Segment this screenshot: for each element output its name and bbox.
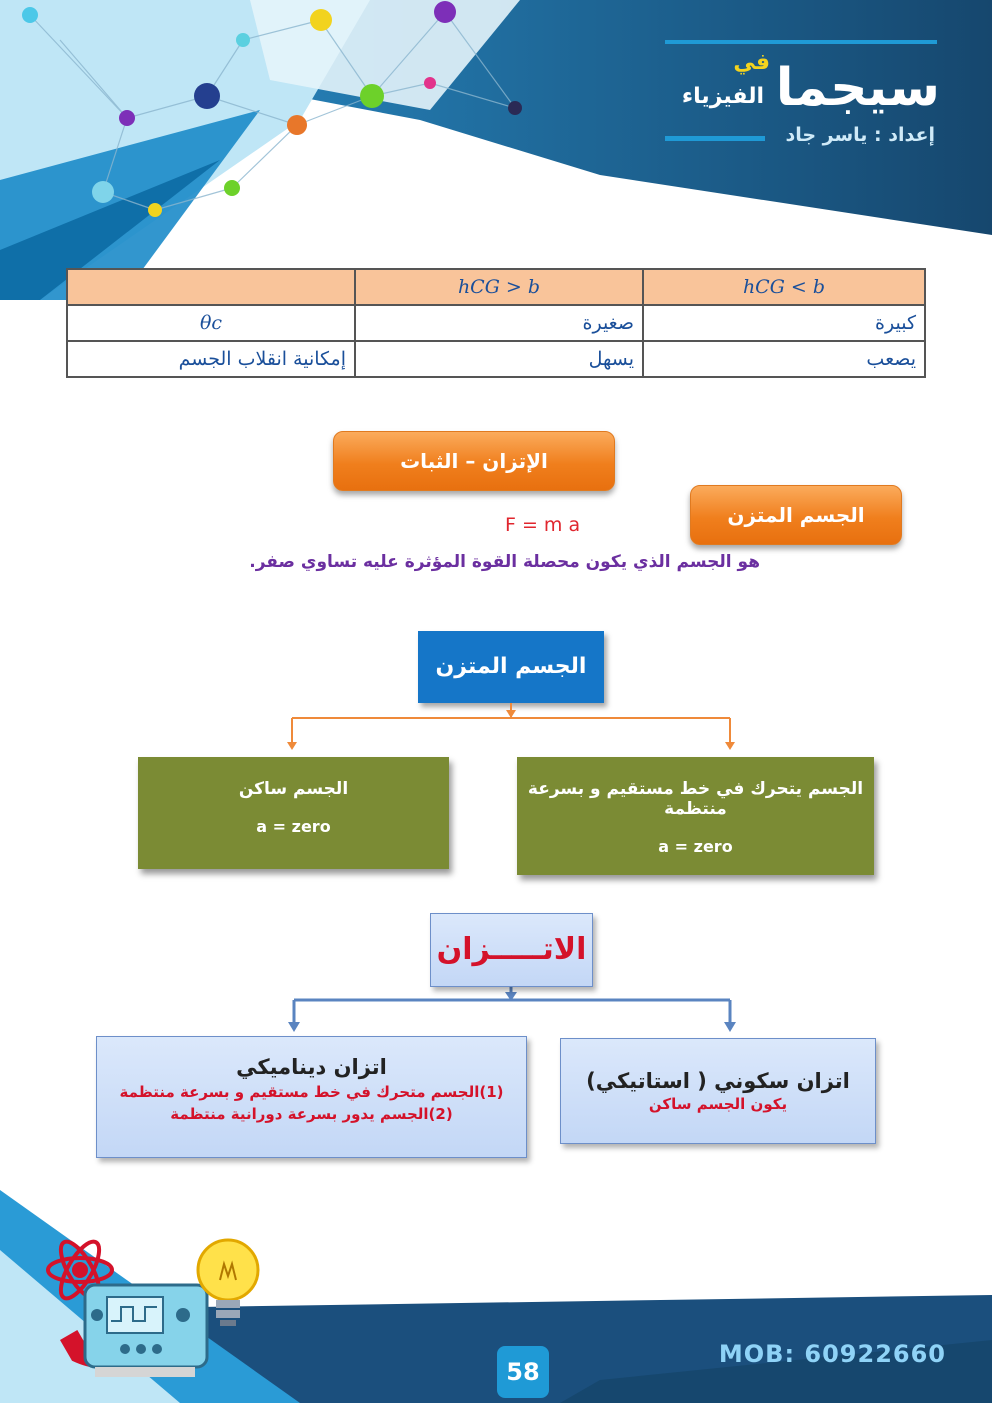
author-credit: إعداد : ياسر جاد [785, 124, 935, 146]
diagram1-left-title: الجسم ساكن [238, 779, 349, 799]
table-cell: إمكانية انقلاب الجسم [67, 341, 355, 377]
brand-fi: في [733, 50, 770, 75]
formula: F = m a [505, 514, 581, 536]
table-cell: يصعب [643, 341, 925, 377]
table-cell: θc [67, 305, 355, 341]
brand-main-title: سيجما [775, 58, 940, 118]
table-cell: كبيرة [643, 305, 925, 341]
footer-banner [0, 1190, 992, 1403]
dynamic-line1: (1)الجسم متحرك في خط مستقيم و بسرعة منتظمة [119, 1083, 504, 1101]
table-header-cell: hCG > b [355, 269, 643, 305]
diagram1-root: الجسم المتزن [418, 631, 604, 703]
diagram1-right-title: الجسم يتحرك في خط مستقيم و بسرعة منتظمة [527, 779, 864, 819]
definition-text: هو الجسم الذي يكون محصلة القوة المؤثرة عليه تساوي صفر. [249, 552, 760, 572]
diagram1-left-box [138, 757, 449, 869]
brand-subtitle: الفيزياء [681, 84, 764, 109]
dynamic-title: اتزان ديناميكي [236, 1055, 387, 1079]
mobile-number: MOB: 60922660 [718, 1340, 946, 1368]
section-title-pill: الإتزان – الثبات [333, 431, 615, 491]
table-header-cell: hCG < b [643, 269, 925, 305]
static-title: اتزان سكوني ( استاتيكي) [586, 1069, 850, 1093]
diagram1-left-value: a = zero [256, 817, 331, 836]
table-cell: صغيرة [355, 305, 643, 341]
dynamic-line2: (2)الجسم يدور بسرعة دورانية منتظمة [170, 1105, 453, 1123]
table-cell: يسهل [355, 341, 643, 377]
static-equilibrium-box [560, 1038, 876, 1144]
diagram1-right-box [517, 757, 874, 875]
dynamic-equilibrium-box [96, 1036, 527, 1158]
balanced-body-label-pill: الجسم المتزن [690, 485, 902, 545]
oscilloscope-icon [85, 1285, 207, 1377]
diagram1-right-value: a = zero [658, 837, 733, 856]
static-line1: يكون الجسم ساكن [648, 1095, 788, 1113]
diagram2-root: الاتـــــزان [430, 913, 593, 987]
page-number: 58 [497, 1346, 549, 1398]
